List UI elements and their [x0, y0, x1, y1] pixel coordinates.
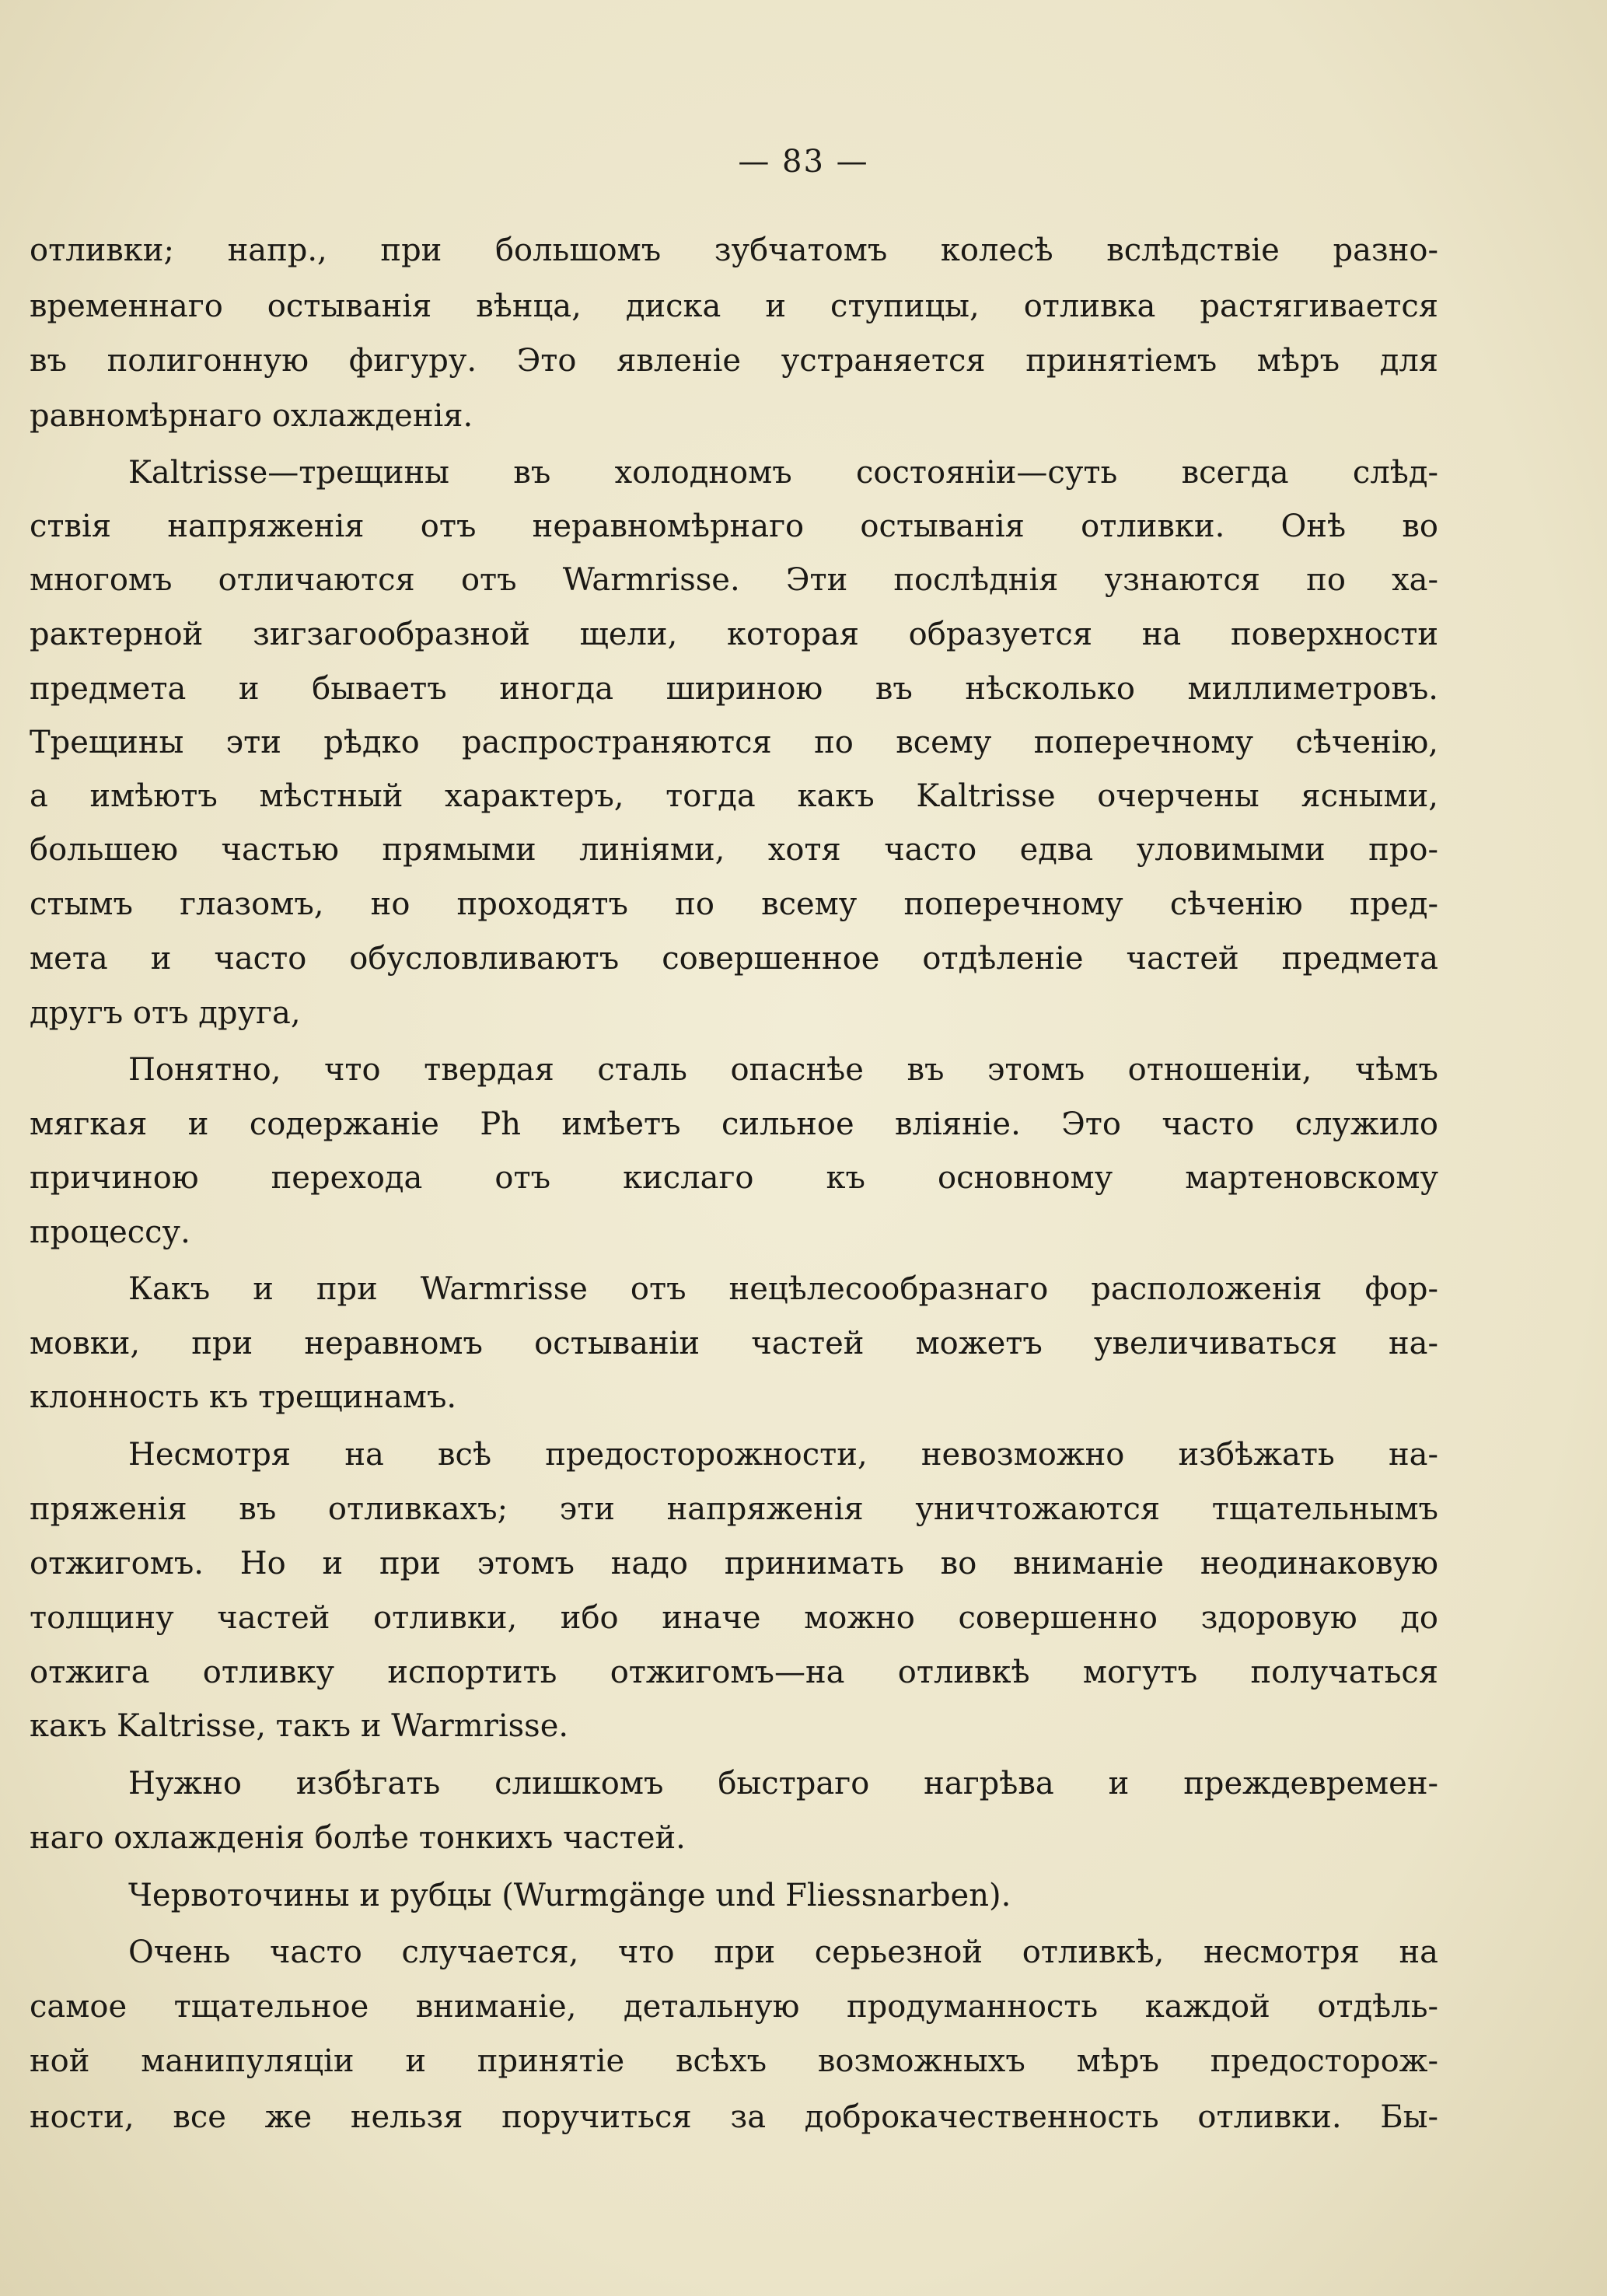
text-line: причиною перехода отъ кислаго къ основному мартеновскому [30, 1160, 1438, 1196]
text-line: мягкая и содержаніе Ph имѣетъ сильное вліяніе. Это часто служило [30, 1106, 1438, 1142]
text-line: отливки; напр., при большомъ зубчатомъ колесѣ вслѣдствіе разно- [30, 232, 1438, 268]
text-line: многомъ отличаются отъ Warmrisse. Эти послѣднія узнаются по ха- [30, 562, 1438, 598]
text-line: стымъ глазомъ, но проходятъ по всему поперечному сѣченію пред- [30, 886, 1438, 922]
paragraph-first-line: Нужно избѣгать слишкомъ быстраго нагрѣва и преждевремен- [128, 1766, 1438, 1802]
text-line: временнаго остыванія вѣнца, диска и ступицы, отливка растягивается [30, 288, 1438, 324]
paragraph-first-line: Несмотря на всѣ предосторожности, невозможно избѣжать на- [128, 1437, 1438, 1473]
text-line: ной манипуляціи и принятіе всѣхъ возможныхъ мѣръ предосторож- [30, 2043, 1438, 2079]
paragraph-first-line: Очень часто случается, что при серьезной отливкѣ, несмотря на [128, 1934, 1438, 1970]
text-line: большею частью прямыми линіями, хотя часто едва уловимыми про- [30, 832, 1438, 868]
text-line: самое тщательное вниманіе, детальную продуманность каждой отдѣль- [30, 1989, 1438, 2025]
text-line: пряженія въ отливкахъ; эти напряженія уничтожаются тщательнымъ [30, 1491, 1438, 1527]
text-line: отжига отливку испортить отжигомъ—на отливкѣ могутъ получаться [30, 1655, 1438, 1690]
text-line: ности, все же нельзя поручиться за доброкачественность отливки. Бы- [30, 2099, 1438, 2135]
text-line: рактерной зигзагообразной щели, которая образуется на поверхности [30, 617, 1438, 652]
text-line: другъ отъ друга, [30, 995, 301, 1031]
text-line: мета и часто обусловливаютъ совершенное отдѣленіе частей предмета [30, 941, 1438, 977]
paragraph-first-line: Kaltrisse—трещины въ холодномъ состояніи—суть всегда слѣд- [128, 455, 1438, 491]
text-line: Трещины эти рѣдко распространяются по всему поперечному сѣченію, [30, 725, 1438, 760]
text-line: наго охлажденія болѣе тонкихъ частей. [30, 1820, 686, 1856]
paragraph-first-line: Понятно, что твердая сталь опаснѣе въ этомъ отношеніи, чѣмъ [128, 1052, 1438, 1088]
section-heading: Червоточины и рубцы (Wurmgänge und Fliessnarben). [128, 1878, 1011, 1913]
text-line: толщину частей отливки, ибо иначе можно совершенно здоровую до [30, 1600, 1438, 1636]
paragraph-first-line: Какъ и при Warmrisse отъ нецѣлесообразнаго расположенія фор- [128, 1271, 1438, 1307]
text-line: какъ Kaltrisse, такъ и Warmrisse. [30, 1708, 569, 1744]
text-line: въ полигонную фигуру. Это явленіе устраняется принятіемъ мѣръ для [30, 343, 1438, 379]
text-line: процессу. [30, 1214, 190, 1250]
text-line: а имѣютъ мѣстный характеръ, тогда какъ Kaltrisse очерчены ясными, [30, 778, 1438, 814]
text-line: клонность къ трещинамъ. [30, 1379, 457, 1415]
text-line: отжигомъ. Но и при этомъ надо принимать во вниманіе неодинаковую [30, 1546, 1438, 1581]
text-line: предмета и бываетъ иногда шириною въ нѣсколько миллиметровъ. [30, 671, 1438, 707]
text-line: мовки, при неравномъ остываніи частей можетъ увеличиваться на- [30, 1326, 1438, 1361]
text-line: ствія напряженія отъ неравномѣрнаго остыванія отливки. Онѣ во [30, 508, 1438, 544]
page-number: — 83 — [738, 144, 869, 180]
text-line: равномѣрнаго охлажденія. [30, 398, 473, 434]
